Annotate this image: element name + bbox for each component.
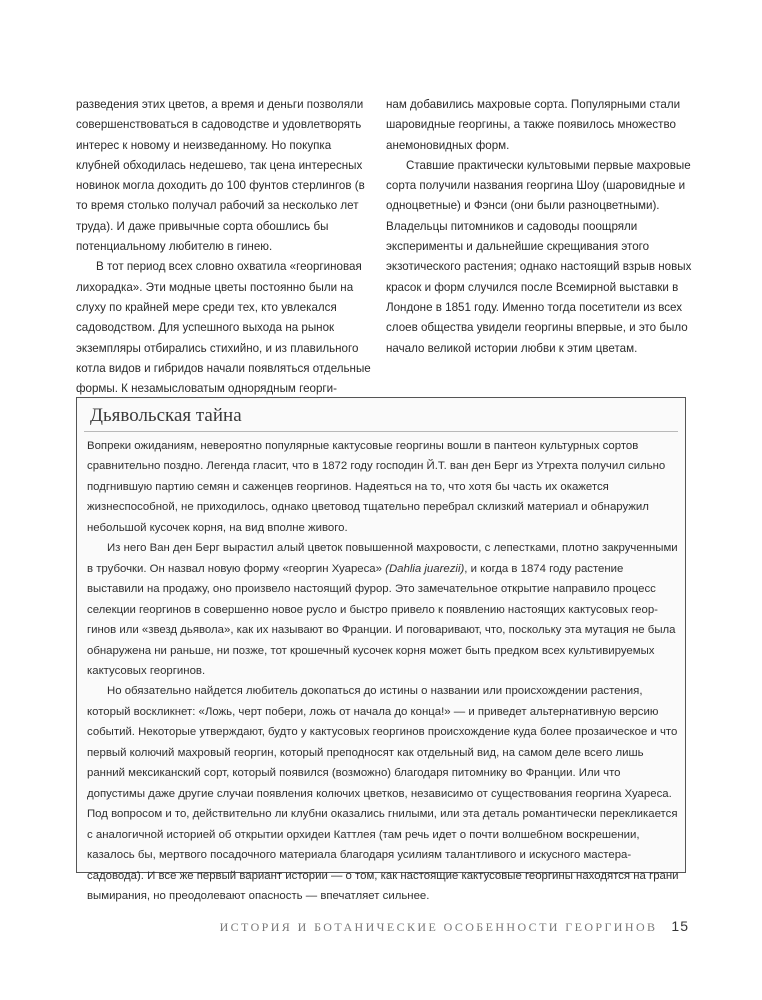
box-title: Дьявольская тайна (90, 405, 242, 426)
page-number: 15 (671, 918, 689, 934)
right-column (386, 95, 696, 359)
paragraph: Вопреки ожиданиям, невероятно популярные кактусовые георгины вошли в пантеон культурных сортов сравнительно поздно. Легенда гласит, что в 1872 году господин Й.Т. ван ден Берг из Утрехта получил сильно подгнившую партию семян и саженцев георгинов. Надеяться на то, что хотя бы часть их окажется жизнеспособной, не приходилось, однако цветовод тщательно перебрал склизкий материал и обнаружил небольшой кусочек корня, на вид вполне живого. (87, 440, 666, 534)
paragraph: Но обязательно найдется любитель докопаться до истины о названии или происхождении растения, который воскликнет: «Ложь, черт побери, ложь от начала до конца!» — и приведет альтернативную версию событий. Некоторые утверждают, будто у кактусовых георгинов происхождение куда более прозаическое и что первый колючий махровый георгин, который преподносят как отдельный вид, на самом деле всего лишь ранний мексиканский сорт, который появился (возможно) благодаря питомнику во Франции. Или что допустимы даже другие случаи появления колючих цветков, независимо от существования георгина Хуареса. Под вопросом и то, действительно ли клубни оказались гнилыми, или эта деталь романтически перекликается с аналогичной историей об открытии орхидеи Каттлея (там речь идет о почти волшебном воскрешении, казалось бы, мертвого посадочного материала благодаря усилиям талантливого и искусного мастера-садовода). И все же первый вариант истории — о том, как настоящие кактусовые георгины находятся на грани вымирания, но преодолевают опасность — впечатляет сильнее. (87, 685, 679, 902)
text-run: , и когда в 1874 году растение выставили на продажу, оно произвело настоящий фурор. Это замечательное открытие направило процесс селекции георгинов в совершенно новое русло и быстро привело к появлению настоящих кактусовых георгинов или «звезд дьявола», как их называют во Франции. И поговаривают, что, поскольку эта мутация не была обнаружена ни раньше, ни позже, тот крошечный кусочек корня может быть предком всех культивируемых кактусовых георгинов. (87, 562, 676, 677)
paragraph: Ставшие практически культовыми первые махровые сорта получили названия георгина Шоу (шаровидные и одноцветные) и Фэнси (они были разноцветными). Владельцы питомников и садоводы поощряли эксперименты и дальнейшие скрещивания этого экзотического растения; однако настоящий взрыв новых красок и форм случился после Всемирной выставки в Лондоне в 1851 году. Именно тогда посетители из всех слоев общества увидели георгины впервые, и это было начало великой истории любви к этим цветам. (386, 158, 692, 355)
latin-name: (Dahlia juarezii) (385, 562, 465, 575)
box-body (87, 436, 679, 906)
paragraph (87, 538, 679, 681)
running-title: ИСТОРИЯ И БОТАНИЧЕСКИЕ ОСОБЕННОСТИ ГЕОРГИНОВ (219, 920, 658, 934)
paragraph: В тот период всех словно охватила «георгиновая лихорадка». Эти модные цветы постоянно были на слуху по крайней мере среди тех, кто увлекался садоводством. Для успешного выхода на рынок экземпляры отбирались стихийно, и из плавильного котла видов и гибридов начали появляться отдельные формы. К незамысловатым однорядным георги- (76, 260, 371, 396)
page-footer (220, 918, 689, 935)
paragraph: нам добавились махровые сорта. Популярными стали шаровидные георгины, а также появилось множество анемоновидных форм. (386, 98, 681, 152)
paragraph: разведения этих цветов, а время и деньги позволяли совершенствоваться в садоводстве и удовлетворять интерес к новому и неизведанному. Но покупка клубней обходилась недешево, так цена интересных новинок могла доходить до 100 фунтов стерлингов (в то время столько получал рабочий за несколько лет труда). И даже привычные сорта обошлись бы потенциальному любителю в гинею. (76, 98, 365, 254)
sidebar-box (76, 397, 686, 902)
text-run: Из него Ван ден Берг вырастил алый цветок повышенной махровости, с лепестками, плотно закрученными в трубочки. Он назвал новую форму «георгин Хуареса» (87, 542, 678, 575)
box-title-bar (84, 403, 678, 432)
left-column (76, 95, 371, 399)
